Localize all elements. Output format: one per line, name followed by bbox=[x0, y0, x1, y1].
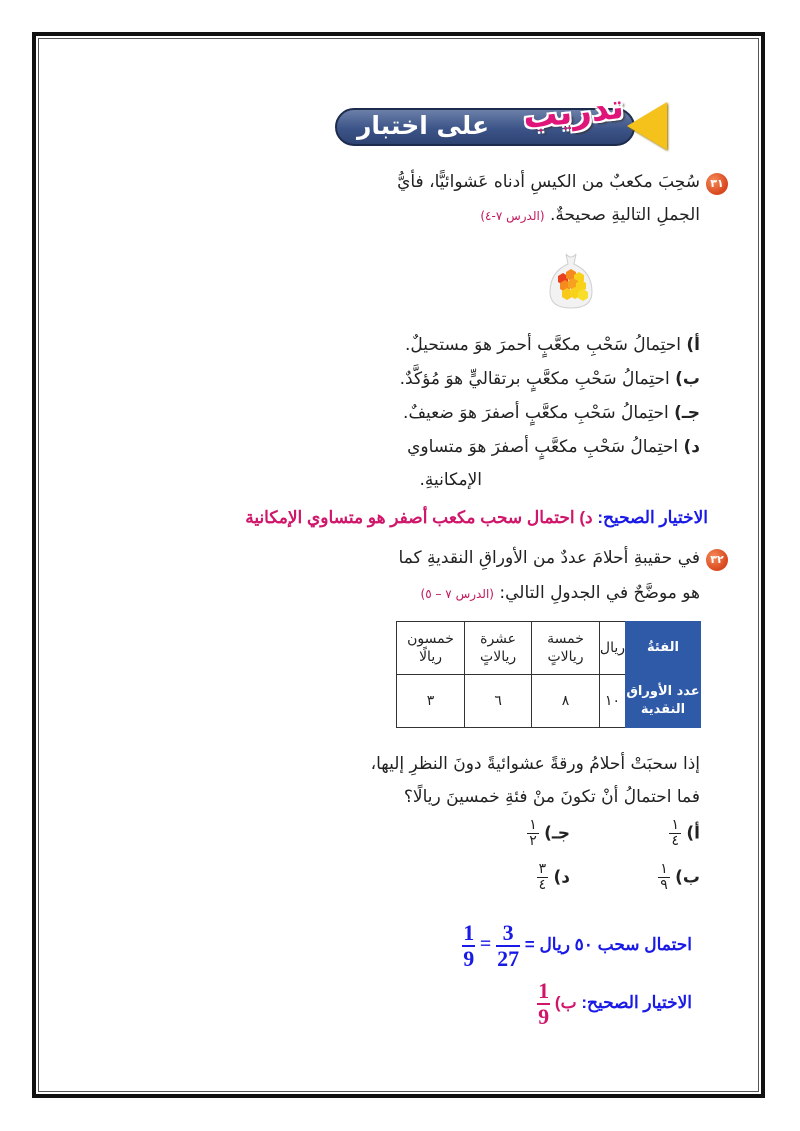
answer-label: الاختيار الصحيح: bbox=[581, 993, 692, 1012]
q32-text-line2 bbox=[421, 581, 700, 606]
fraction-denominator: 27 bbox=[497, 945, 520, 971]
fraction-denominator: ٢ bbox=[529, 833, 537, 849]
option-letter: جـ) bbox=[674, 403, 700, 423]
fraction-numerator: 1 bbox=[538, 977, 550, 1003]
fraction-denominator: ٩ bbox=[660, 877, 668, 893]
answer-label: الاختيار الصحيح: bbox=[597, 508, 708, 527]
q32-text-line3: إذا سحبَتْ أحلامُ ورقةً عشوائيةً دونَ النظرِ إليها، bbox=[370, 754, 700, 774]
option-letter: أ) bbox=[686, 823, 700, 844]
q32-calculation bbox=[462, 920, 692, 971]
bag-of-cubes-image bbox=[546, 252, 596, 310]
q31-lesson-ref: (الدرس ٧-٤) bbox=[480, 209, 545, 223]
table-row bbox=[397, 622, 701, 675]
table-cell: ٦ bbox=[465, 675, 532, 728]
option-fraction bbox=[527, 818, 539, 849]
fraction-denominator: 9 bbox=[463, 945, 475, 971]
q32-option-c bbox=[527, 818, 570, 849]
option-text: احتِمالُ سَحْبِ مكعَّبٍ برتقاليٍّ هوَ مُؤكَّدٌ. bbox=[399, 369, 670, 389]
table-header-cell: الفئةُ bbox=[626, 622, 701, 675]
q31-text-line2 bbox=[480, 203, 700, 228]
banner-title: تدريب bbox=[521, 86, 626, 138]
fraction-denominator: 9 bbox=[538, 1003, 550, 1029]
option-letter: د) bbox=[553, 867, 570, 888]
answer-value: د) احتمال سحب مكعب أصفر هو متساوي الإمكانية bbox=[245, 508, 593, 527]
option-letter: جـ) bbox=[544, 823, 570, 844]
answer-fraction bbox=[537, 979, 550, 1029]
fraction-numerator: ١ bbox=[660, 861, 668, 877]
option-letter: أ) bbox=[686, 335, 700, 355]
option-text: احتِمالُ سَحْبِ مكعَّبٍ أصفرَ هوَ متساوي bbox=[407, 437, 679, 457]
q32-text-line2-main: هو موضَّحٌ في الجدولِ التالي: bbox=[499, 583, 700, 603]
q31-text-line2-main: الجملِ التاليةِ صحيحةٌ. bbox=[549, 205, 700, 225]
table-cell: خمسة ريالاتٍ bbox=[532, 622, 600, 675]
fraction-denominator: ٤ bbox=[538, 877, 547, 893]
banner-subtitle: على اختبار bbox=[357, 111, 490, 140]
question-number-badge: ٣١ bbox=[706, 173, 728, 195]
fraction-numerator: 1 bbox=[463, 919, 475, 945]
q32-text-line4: فما احتمالُ أنْ تكونَ منْ فئةِ خمسينَ ريالًا؟ bbox=[403, 787, 700, 807]
option-fraction bbox=[658, 862, 670, 893]
q31-correct-answer bbox=[245, 508, 708, 528]
fraction-numerator: ١ bbox=[529, 817, 537, 833]
table-header-cell: عدد الأوراق النقدية bbox=[626, 675, 701, 728]
table-row bbox=[397, 675, 701, 728]
banner-arrow-icon bbox=[627, 102, 667, 150]
option-letter: د) bbox=[683, 437, 700, 457]
q31-text-line1: سُحِبَ مكعبٌ من الكيسِ أدناه عَشوائيًّا، فأيُّ bbox=[397, 172, 700, 192]
table-cell: ١٠ bbox=[599, 675, 625, 728]
fraction-numerator: ٣ bbox=[538, 861, 547, 877]
option-text: احتِمالُ سَحْبِ مكعَّبٍ أحمرَ هوَ مستحيلٌ. bbox=[404, 335, 681, 355]
q31-option-a bbox=[405, 333, 700, 357]
option-text: احتِمالُ سَحْبِ مكعَّبٍ أصفرَ هوَ ضعيفٌ. bbox=[403, 403, 669, 423]
option-letter: ب) bbox=[675, 867, 700, 888]
fraction-numerator: 3 bbox=[496, 921, 520, 947]
table-cell: عشرة ريالاتٍ bbox=[465, 622, 532, 675]
q32-text-line1: في حقيبةِ أحلامَ عددٌ من الأوراقِ النقديةِ كما bbox=[398, 548, 700, 568]
q31-option-d-continued: الإمكانيةِ. bbox=[419, 470, 482, 490]
calc-fraction-3-27 bbox=[496, 921, 520, 971]
q32-correct-answer bbox=[537, 978, 692, 1029]
calc-text: احتمال سحب ٥٠ ريال = bbox=[524, 935, 692, 954]
practice-test-banner bbox=[335, 86, 665, 152]
table-cell: خمسون ريالًا bbox=[397, 622, 465, 675]
q31-option-c bbox=[403, 401, 700, 425]
fraction-denominator: ٤ bbox=[671, 833, 679, 849]
question-number-badge: ٣٢ bbox=[706, 549, 728, 571]
table-cell: ٨ bbox=[532, 675, 600, 728]
table-cell: ٣ bbox=[397, 675, 465, 728]
q32-option-b bbox=[658, 862, 700, 893]
q31-option-d bbox=[407, 435, 700, 459]
option-letter: ب) bbox=[675, 369, 700, 389]
banknotes-table bbox=[396, 621, 701, 728]
option-fraction bbox=[669, 818, 681, 849]
calc-fraction-1-9 bbox=[462, 921, 475, 971]
option-fraction bbox=[537, 862, 549, 893]
q32-option-a bbox=[669, 818, 700, 849]
answer-letter: ب) bbox=[554, 993, 577, 1012]
calc-equals: = bbox=[479, 933, 492, 955]
q32-lesson-ref: (الدرس ٧ – ٥) bbox=[420, 587, 494, 601]
q32-option-d bbox=[537, 862, 570, 893]
fraction-numerator: ١ bbox=[671, 817, 679, 833]
q31-option-b bbox=[400, 367, 700, 391]
table-cell: ريال bbox=[599, 622, 625, 675]
